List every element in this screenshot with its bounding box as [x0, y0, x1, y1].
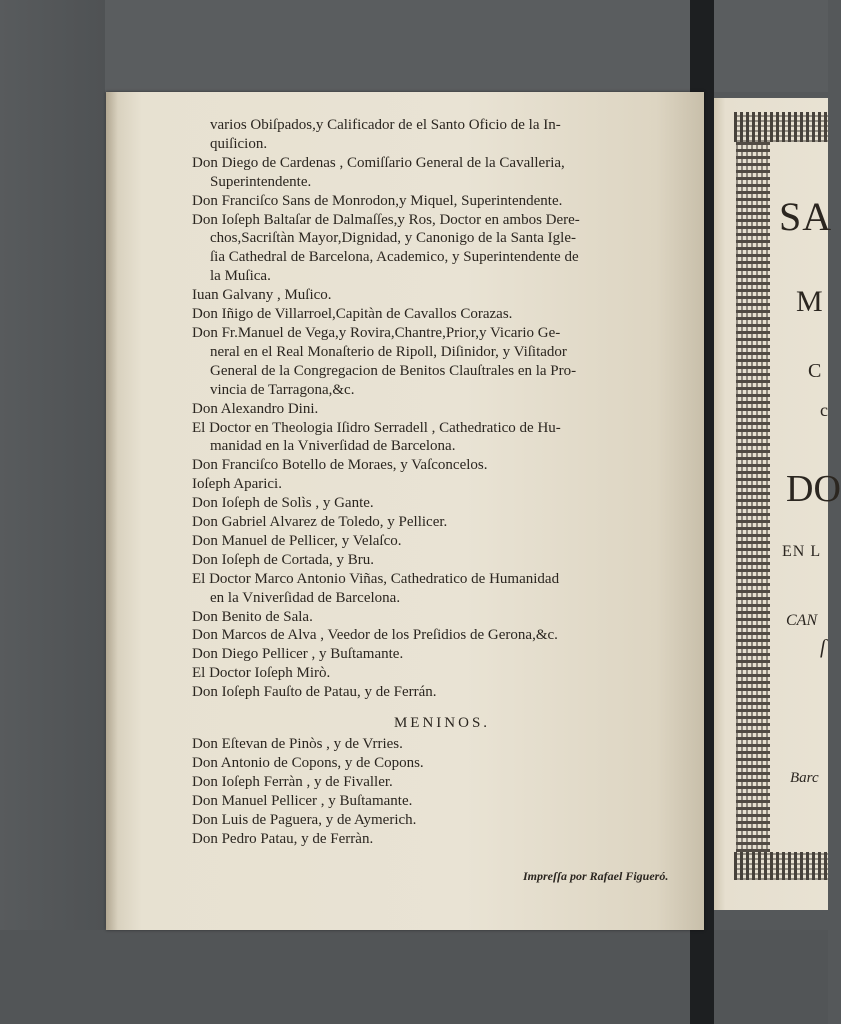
menino-entry: Don Luis de Paguera, y de Aymerich.	[192, 811, 417, 828]
list-entry: Don Diego Pellicer , y Buſtamante.	[192, 646, 404, 663]
right-page-fragment: EN L	[782, 543, 822, 560]
list-entry: Don Marcos de Alva , Veedor de los Preſidios de Gerona,&c.	[192, 627, 558, 644]
imprint-line: Impreſſa por Rafael Figueró.	[523, 869, 669, 883]
menino-entry: Don Antonio de Copons, y de Copons.	[192, 754, 424, 771]
text-line-continuation: Superintendente.	[210, 173, 312, 190]
list-entry: Don Diego de Cardenas , Comiſſario General de la Cavalleria,	[192, 154, 565, 171]
list-entry: Don Franciſco Sans de Monrodon,y Miquel, Superintendente.	[192, 192, 563, 209]
text-line-continuation: vincia de Tarragona,&c.	[210, 381, 355, 398]
list-entry: Don Ioſeph de Solìs , y Gante.	[192, 495, 374, 512]
text-line-continuation: ſia Cathedral de Barcelona, Academico, y Superintendente de	[210, 249, 579, 266]
list-entry: El Doctor Ioſeph Mirò.	[192, 665, 331, 682]
ornamental-border-left	[736, 142, 770, 852]
right-page-fragment: Barc	[790, 770, 819, 786]
menino-entry: Don Manuel Pellicer , y Buſtamante.	[192, 792, 413, 809]
list-entry: Iuan Galvany , Muſico.	[192, 287, 332, 304]
list-entry: Don Fr.Manuel de Vega,y Rovira,Chantre,Prior,y Vicario Ge-	[192, 324, 561, 341]
right-page-fragment: DO	[786, 468, 841, 510]
list-entry: Don Benito de Sala.	[192, 608, 313, 625]
text-line-continuation: varios Obiſpados,y Calificador de el Santo Oficio de la In-	[210, 117, 561, 133]
right-page-fragment: C	[808, 360, 822, 382]
list-entry: Don Manuel de Pellicer, y Velaſco.	[192, 532, 402, 549]
left-page-edge	[106, 92, 118, 930]
menino-entry: Don Ioſeph Ferràn , y de Fivaller.	[192, 773, 393, 790]
list-entry: Don Franciſco Botello de Moraes, y Vaſconcelos.	[192, 457, 488, 474]
list-entry: El Doctor Marco Antonio Viñas, Cathedratico de Humanidad	[192, 570, 560, 587]
list-entry: Don Alexandro Dini.	[192, 400, 319, 417]
background-left	[0, 0, 105, 1024]
left-page-text	[192, 116, 692, 848]
right-page-fragment: CAN	[786, 612, 818, 629]
text-line-continuation: la Muſica.	[210, 268, 271, 285]
list-entry: Don Iñigo de Villarroel,Capitàn de Cavallos Corazas.	[192, 306, 513, 323]
text-line-continuation: neral en el Real Monaſterio de Ripoll, Diſinidor, y Viſitador	[210, 343, 567, 360]
text-line-continuation: manidad en la Vniverſidad de Barcelona.	[210, 438, 456, 455]
list-entry: Don Ioſeph Baltaſar de Dalmaſſes,y Ros, Doctor en ambos Dere-	[192, 211, 580, 228]
menino-entry: Don Eſtevan de Pinòs , y de Vrries.	[192, 736, 403, 752]
text-line-continuation: chos,Sacriſtàn Mayor,Dignidad, y Canonigo de la Santa Igle-	[210, 230, 576, 247]
list-entry: Don Ioſeph de Cortada, y Bru.	[192, 551, 375, 568]
text-line-continuation: en la Vniverſidad de Barcelona.	[210, 589, 401, 606]
text-line-continuation: General de la Congregacion de Benitos Clauſtrales en la Pro-	[210, 362, 577, 379]
section-heading: MENINOS.	[393, 715, 491, 732]
ornamental-border-bottom	[734, 852, 828, 880]
list-entry: Ioſeph Aparici.	[192, 476, 282, 493]
list-entry: Don Ioſeph Fauſto de Patau, y de Ferrán.	[192, 684, 437, 701]
right-page-fragment: M	[796, 285, 823, 318]
list-entry: Don Gabriel Alvarez de Toledo, y Pellicer.	[192, 514, 448, 531]
right-page-fragment: c	[820, 400, 828, 420]
right-page-fragment: ſ	[820, 636, 826, 658]
text-line-continuation: quiſicion.	[210, 135, 268, 152]
list-entry: El Doctor en Theologia Iſidro Serradell , Cathedratico de Hu-	[192, 419, 561, 436]
menino-entry: Don Pedro Patau, y de Ferràn.	[192, 830, 374, 847]
right-page-fragment: SA	[779, 194, 833, 239]
ornamental-border-top	[734, 112, 828, 142]
